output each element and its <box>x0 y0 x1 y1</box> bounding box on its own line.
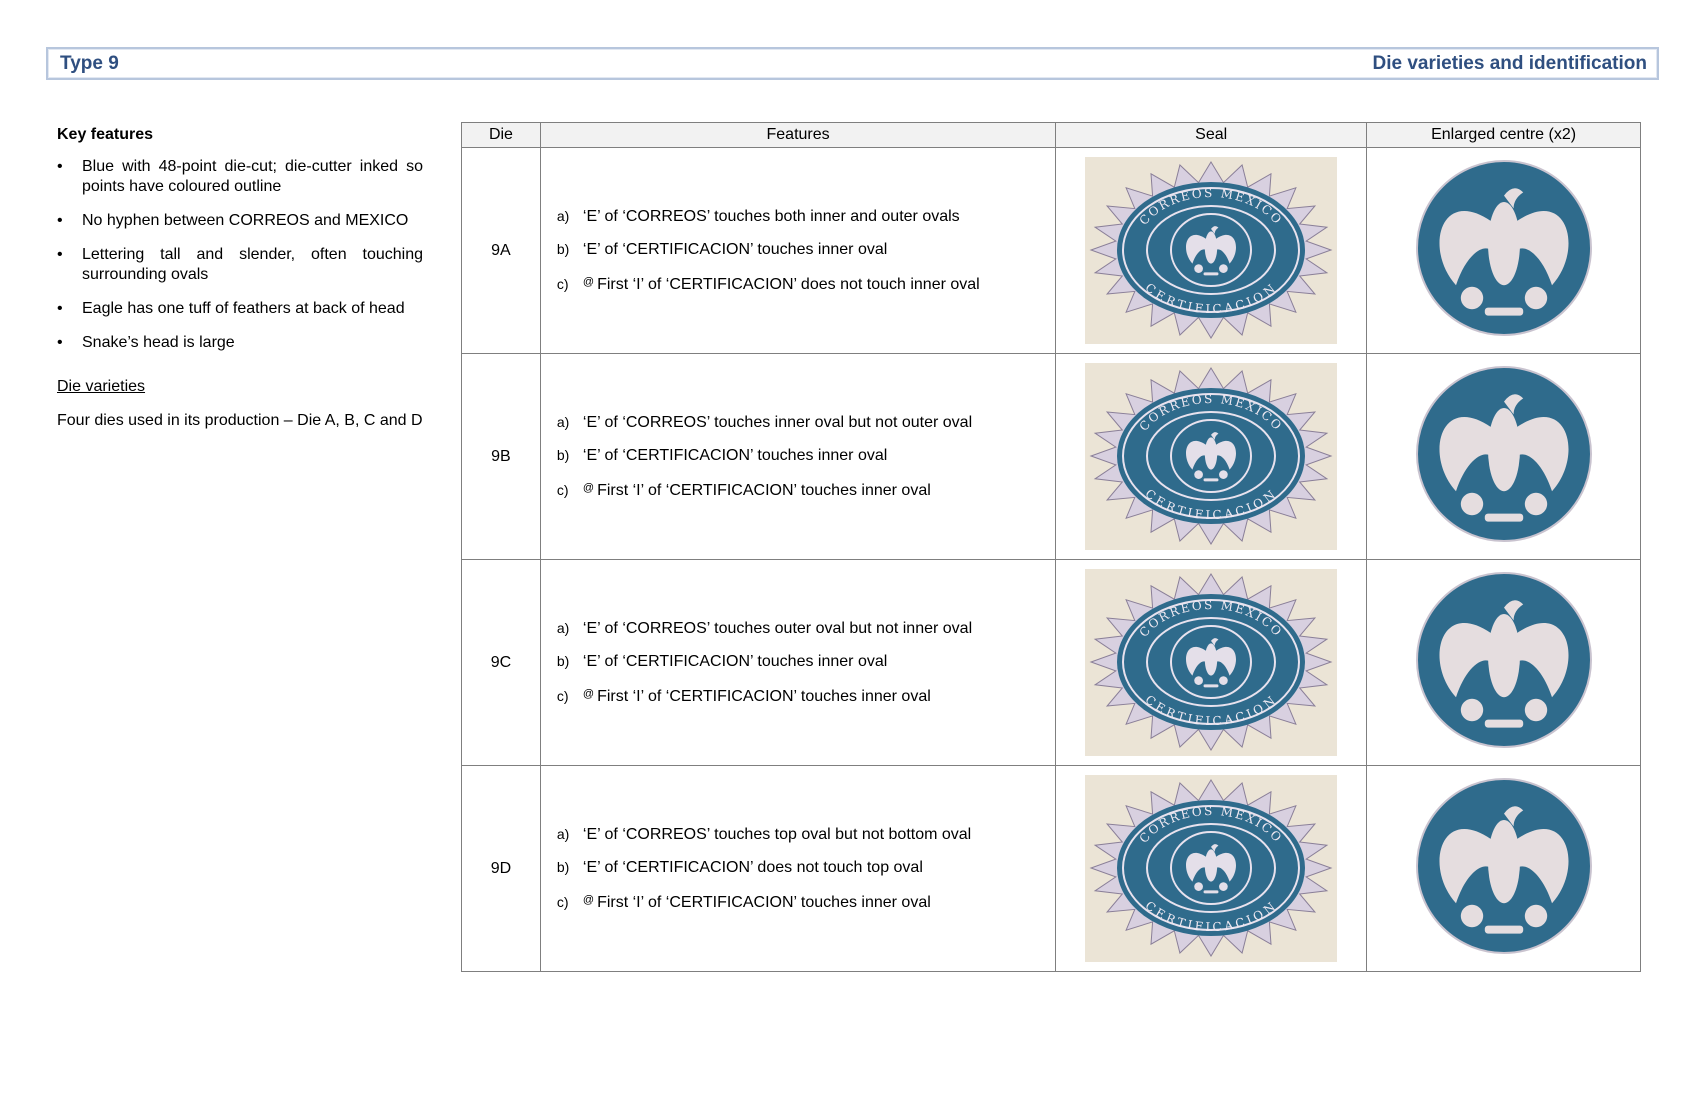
feature-letter: b) <box>556 653 570 669</box>
feature-text: First ‘I’ of ‘CERTIFICACION’ touches inner oval <box>597 482 931 499</box>
feature-letter: c) <box>556 482 569 498</box>
feature-line <box>557 684 1055 707</box>
enlarged-centre-cell <box>1367 560 1641 766</box>
feature-letter: b) <box>556 859 570 875</box>
header-type-title: Type 9 <box>60 52 119 74</box>
table-row <box>462 354 1641 560</box>
feature-text: ‘E’ of ‘CORREOS’ touches top oval but not bottom oval <box>582 826 972 843</box>
feature-text: ‘E’ of ‘CERTIFICACION’ touches inner oval <box>582 447 888 464</box>
seal-bottom-text: CERTIFICACION <box>1142 280 1280 317</box>
seal-bottom-text: CERTIFICACION <box>1142 898 1280 935</box>
feature-line <box>557 478 1055 501</box>
features-cell <box>540 560 1055 766</box>
enlarged-centre-image <box>1414 364 1594 544</box>
key-features-list <box>57 157 423 353</box>
table-header-row <box>462 123 1641 148</box>
feature-letter: b) <box>556 241 570 257</box>
feature-text: ‘E’ of ‘CORREOS’ touches inner oval but not outer oval <box>582 414 973 431</box>
enlarged-centre-image <box>1414 776 1594 956</box>
feature-text: ‘E’ of ‘CORREOS’ touches outer oval but not inner oval <box>582 620 973 637</box>
die-varieties-text: Four dies used in its production – Die A, B, C and D <box>57 412 423 429</box>
feature-line <box>557 857 1055 878</box>
feature-line <box>557 445 1055 466</box>
seal-cell <box>1056 354 1367 560</box>
features-cell <box>540 354 1055 560</box>
die-varieties-table <box>461 122 1641 972</box>
die-code: 9A <box>462 148 541 354</box>
feature-letter: a) <box>556 620 570 636</box>
at-marker: @ <box>582 482 595 494</box>
feature-line <box>557 206 1055 227</box>
features-cell <box>540 766 1055 972</box>
col-header-die: Die <box>462 123 541 148</box>
feature-line <box>557 272 1055 295</box>
seal-top-text: CORREOS MEXICO <box>1136 597 1286 640</box>
feature-letter: c) <box>556 688 569 704</box>
seal-image <box>1085 363 1337 550</box>
page-header <box>46 47 1659 80</box>
at-marker: @ <box>582 894 595 906</box>
enlarged-centre-cell <box>1367 148 1641 354</box>
die-varieties-title: Die varieties <box>57 378 146 395</box>
key-features-title: Key features <box>57 126 154 143</box>
feature-letter: c) <box>556 276 569 292</box>
table-row <box>462 560 1641 766</box>
features-cell <box>540 148 1055 354</box>
feature-text: First ‘I’ of ‘CERTIFICACION’ touches inner oval <box>597 894 931 911</box>
key-feature-item: • No hyphen between CORREOS and MEXICO <box>57 211 423 231</box>
feature-text: ‘E’ of ‘CERTIFICACION’ does not touch top oval <box>582 859 923 876</box>
feature-line <box>557 618 1055 639</box>
die-code: 9C <box>462 560 541 766</box>
enlarged-centre-image <box>1414 570 1594 750</box>
feature-text: First ‘I’ of ‘CERTIFICACION’ touches inner oval <box>597 688 931 705</box>
feature-text: ‘E’ of ‘CERTIFICACION’ touches inner oval <box>582 241 888 258</box>
feature-letter: c) <box>556 894 569 910</box>
col-header-enlarged: Enlarged centre (x2) <box>1367 123 1641 148</box>
feature-text: First ‘I’ of ‘CERTIFICACION’ does not touch inner oval <box>597 276 980 293</box>
seal-image <box>1085 569 1337 756</box>
col-header-features: Features <box>540 123 1055 148</box>
seal-top-text: CORREOS MEXICO <box>1136 391 1286 434</box>
seal-bottom-text: CERTIFICACION <box>1142 486 1280 523</box>
seal-bottom-text: CERTIFICACION <box>1142 692 1280 729</box>
seal-image <box>1085 157 1337 344</box>
at-marker: @ <box>582 276 595 288</box>
at-marker: @ <box>582 688 595 700</box>
seal-cell <box>1056 766 1367 972</box>
key-feature-item: • Lettering tall and slender, often touching surrounding ovals <box>57 245 423 285</box>
feature-line <box>557 890 1055 913</box>
seal-top-text: CORREOS MEXICO <box>1136 185 1286 228</box>
table-row <box>462 766 1641 972</box>
enlarged-centre-cell <box>1367 766 1641 972</box>
feature-line <box>557 824 1055 845</box>
enlarged-centre-image <box>1414 158 1594 338</box>
feature-letter: b) <box>556 447 570 463</box>
key-feature-item: • Snake’s head is large <box>57 333 423 353</box>
feature-letter: a) <box>556 414 570 430</box>
seal-image <box>1085 775 1337 962</box>
seal-cell <box>1056 560 1367 766</box>
seal-top-text: CORREOS MEXICO <box>1136 803 1286 846</box>
seal-cell <box>1056 148 1367 354</box>
die-code: 9B <box>462 354 541 560</box>
feature-line <box>557 239 1055 260</box>
feature-letter: a) <box>556 208 570 224</box>
key-feature-item: • Eagle has one tuff of feathers at back of head <box>57 299 423 319</box>
key-features-panel <box>57 125 423 431</box>
header-section-title: Die varieties and identification <box>1372 52 1647 74</box>
feature-text: ‘E’ of ‘CORREOS’ touches both inner and outer ovals <box>582 208 960 225</box>
key-feature-item: • Blue with 48-point die-cut; die-cutter inked so points have coloured outline <box>57 157 423 197</box>
feature-line <box>557 412 1055 433</box>
col-header-seal: Seal <box>1056 123 1367 148</box>
feature-text: ‘E’ of ‘CERTIFICACION’ touches inner oval <box>582 653 888 670</box>
die-code: 9D <box>462 766 541 972</box>
table-row <box>462 148 1641 354</box>
feature-line <box>557 651 1055 672</box>
feature-letter: a) <box>556 826 570 842</box>
enlarged-centre-cell <box>1367 354 1641 560</box>
